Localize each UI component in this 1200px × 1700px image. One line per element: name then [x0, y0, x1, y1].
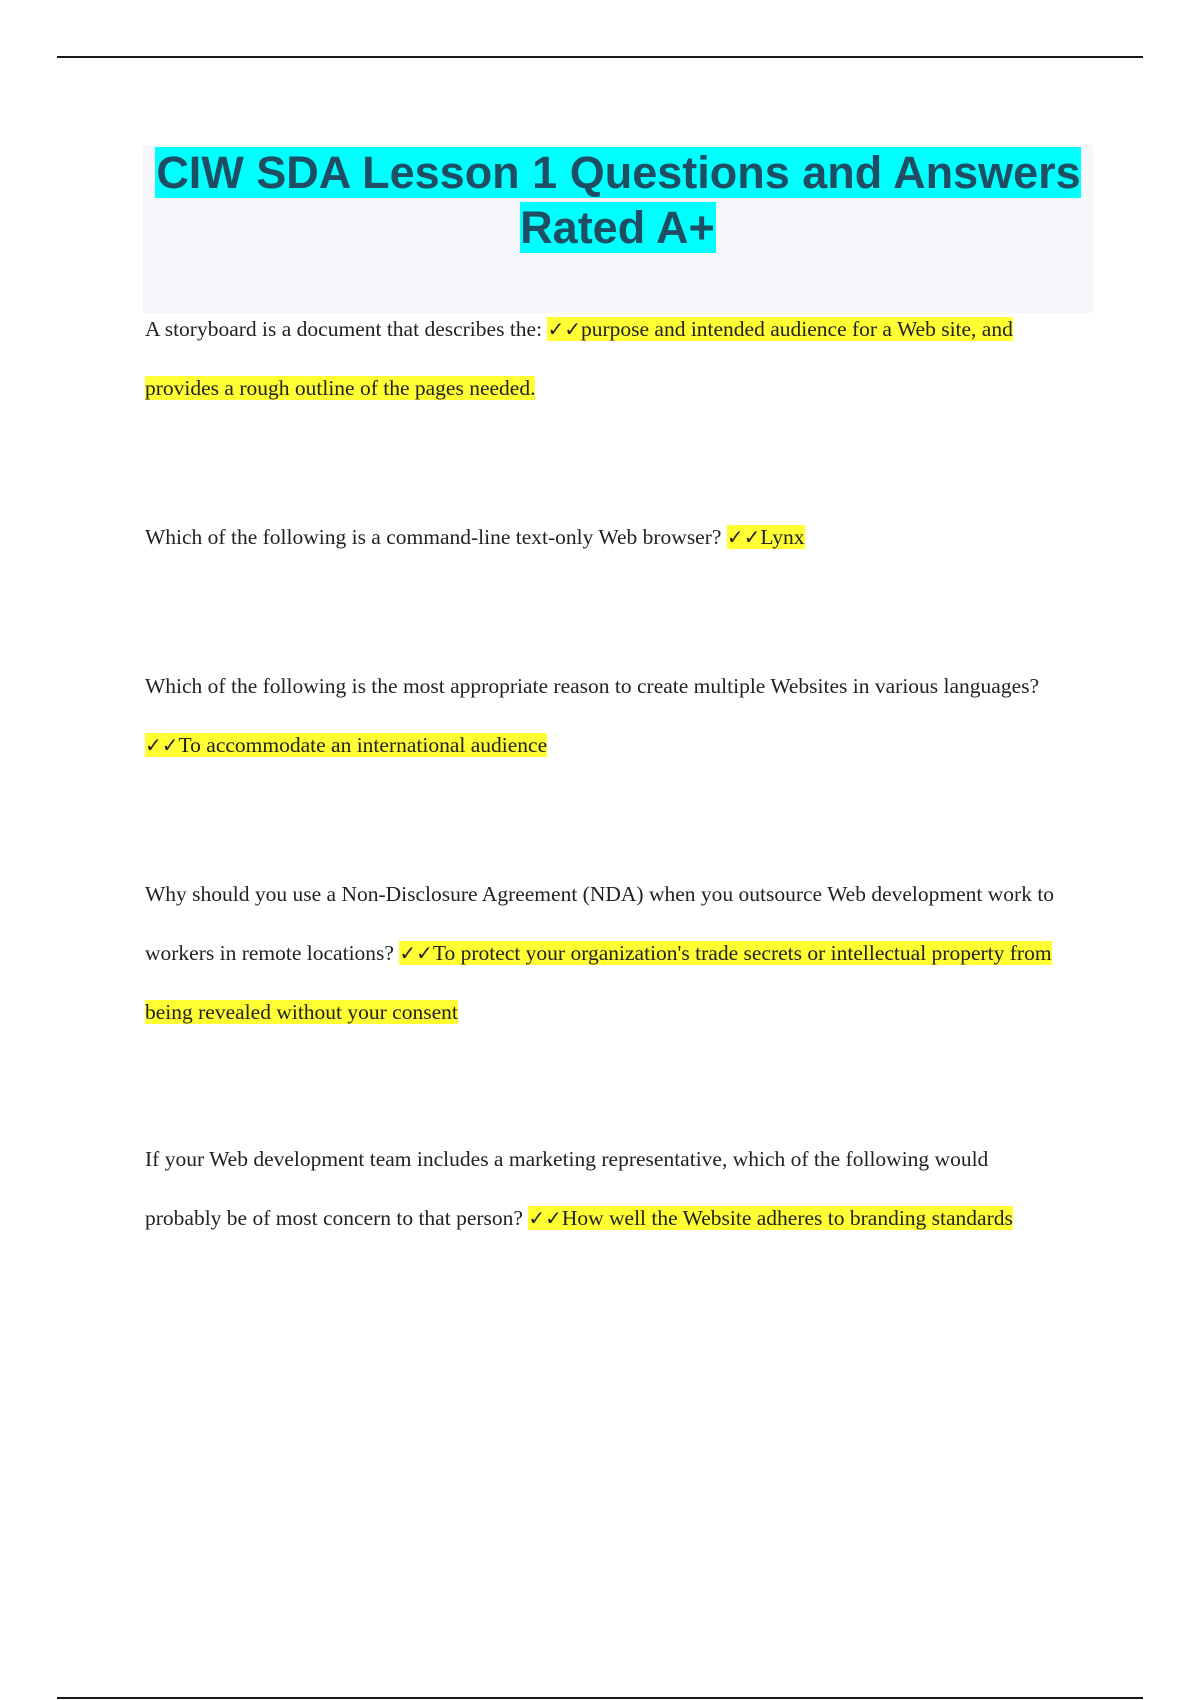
- qa-item-text-browser: [145, 508, 1055, 567]
- answer-highlight: [145, 733, 547, 757]
- checkmark-icon: ✓✓: [726, 525, 761, 549]
- checkmark-icon: ✓✓: [145, 733, 179, 757]
- question-text: Why should you use a Non-Disclosure Agreement (NDA) when you outsource Web development work to workers in remote locations?: [145, 882, 1055, 965]
- answer-text: To accommodate an international audience: [178, 733, 548, 757]
- checkmark-icon: ✓✓: [547, 317, 581, 341]
- answer-text: purpose and intended audience for a Web site, and provides a rough outline of the pages needed.: [145, 317, 1013, 400]
- checkmark-icon: ✓✓: [528, 1206, 562, 1230]
- qa-item-storyboard: [145, 300, 1055, 418]
- answer-highlight: [528, 1206, 1013, 1230]
- qa-item-marketing: [145, 1130, 1055, 1248]
- page-title-text: CIW SDA Lesson 1 Questions and Answers Rated A+: [156, 147, 1081, 253]
- top-rule: [57, 56, 1143, 58]
- answer-text: How well the Website adheres to branding standards: [561, 1206, 1013, 1230]
- question-text: If your Web development team includes a marketing representative, which of the following would probably be of most concern to that person?: [145, 1147, 989, 1230]
- checkmark-icon: ✓✓: [399, 941, 433, 965]
- bottom-rule: [57, 1697, 1143, 1699]
- answer-text: To protect your organization's trade secrets or intellectual property from being revealed without your consent: [145, 941, 1052, 1024]
- title-banner: [143, 145, 1093, 313]
- qa-item-multiple-languages: [145, 657, 1055, 775]
- question-text: Which of the following is the most appropriate reason to create multiple Websites in various languages?: [145, 674, 1040, 698]
- answer-text: Lynx: [760, 525, 805, 549]
- answer-highlight: [727, 525, 805, 549]
- question-text: A storyboard is a document that describes the:: [145, 317, 548, 341]
- page-title: [143, 145, 1093, 255]
- question-text: Which of the following is a command-line text-only Web browser?: [145, 525, 727, 549]
- qa-item-nda: [145, 865, 1055, 1042]
